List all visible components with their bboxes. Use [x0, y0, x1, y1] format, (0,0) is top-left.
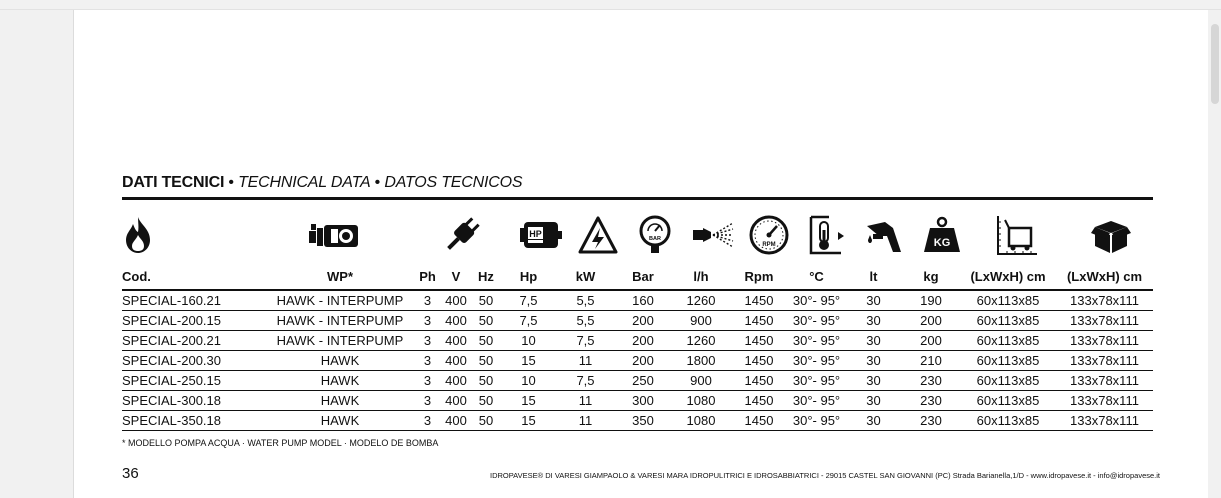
table-cell: 230 — [902, 411, 960, 431]
section-title — [122, 174, 522, 192]
pump-motor-icon — [307, 210, 363, 260]
bar-label: BAR — [649, 236, 661, 242]
table-cell: 60x113x85 — [960, 331, 1056, 351]
table-cell: 30 — [845, 290, 902, 311]
table-cell: 400 — [440, 391, 472, 411]
table-cell: 11 — [557, 391, 614, 411]
table-cell: 200 — [902, 331, 960, 351]
rpm-gauge-icon — [749, 210, 789, 260]
header-flow: l/h — [672, 263, 730, 290]
table-cell: 1080 — [672, 391, 730, 411]
table-cell: 250 — [614, 371, 672, 391]
company-info: IDROPAVESE® DI VARESI GIAMPAOLO & VARESI MARA IDROPULITRICI E IDROSABBIATRICI - 29015 CASTEL SAN GIOVANNI (PC) Strada Barianella,1/D - www.idropavese.it - info@idropavese.it — [489, 471, 1160, 480]
table-cell: 50 — [472, 391, 500, 411]
table-cell: 30°- 95° — [788, 411, 845, 431]
table-cell: 7,5 — [557, 331, 614, 351]
table-body — [122, 290, 1153, 431]
table-cell: 30°- 95° — [788, 331, 845, 351]
table-row — [122, 371, 1153, 391]
rpm-label: RPM — [762, 242, 776, 248]
header-box-dimensions: (LxWxH) cm — [1056, 263, 1153, 290]
thermometer-icon — [808, 210, 848, 260]
table-cell: 5,5 — [557, 290, 614, 311]
box-dimensions-icon — [1091, 210, 1131, 260]
header-temperature: °C — [788, 263, 845, 290]
header-volt: V — [440, 263, 472, 290]
table-cell: HAWK — [265, 351, 415, 371]
table-cell: 400 — [440, 331, 472, 351]
table-cell: SPECIAL-200.21 — [122, 331, 265, 351]
table-cell: 15 — [500, 351, 557, 371]
table-cell: 900 — [672, 311, 730, 331]
table-cell: 3 — [415, 371, 440, 391]
title-italian: DATI TECNICI — [122, 174, 225, 191]
table-cell: 400 — [440, 411, 472, 431]
table-cell: 50 — [472, 411, 500, 431]
table-cell: 50 — [472, 311, 500, 331]
weight-kg-icon — [922, 210, 962, 260]
header-tank: lt — [845, 263, 902, 290]
table-cell: 50 — [472, 371, 500, 391]
icon-row — [0, 210, 1221, 260]
table-cell: SPECIAL-200.30 — [122, 351, 265, 371]
table-cell: 30°- 95° — [788, 290, 845, 311]
scrollbar-thumb[interactable] — [1211, 24, 1219, 104]
table-cell: SPECIAL-350.18 — [122, 411, 265, 431]
header-hertz: Hz — [472, 263, 500, 290]
table-row — [122, 331, 1153, 351]
table-cell: 50 — [472, 290, 500, 311]
table-cell: 3 — [415, 311, 440, 331]
table-cell: 160 — [614, 290, 672, 311]
table-cell: 11 — [557, 351, 614, 371]
table-cell: 30 — [845, 351, 902, 371]
table-row — [122, 411, 1153, 431]
table-cell: 133x78x111 — [1056, 391, 1153, 411]
table-cell: 60x113x85 — [960, 351, 1056, 371]
table-cell: 200 — [614, 331, 672, 351]
table-cell: 210 — [902, 351, 960, 371]
table-cell: 5,5 — [557, 311, 614, 331]
table-cell: 30°- 95° — [788, 391, 845, 411]
header-code: Cod. — [122, 263, 265, 290]
table-cell: 1260 — [672, 290, 730, 311]
table-cell: SPECIAL-160.21 — [122, 290, 265, 311]
table-cell: 1260 — [672, 331, 730, 351]
header-hp: Hp — [500, 263, 557, 290]
table-cell: HAWK - INTERPUMP — [265, 290, 415, 311]
table-cell: 3 — [415, 411, 440, 431]
table-cell: 133x78x111 — [1056, 371, 1153, 391]
table-cell: 1450 — [730, 311, 788, 331]
table-cell: SPECIAL-250.15 — [122, 371, 265, 391]
table-cell: 1450 — [730, 351, 788, 371]
table-cell: 230 — [902, 391, 960, 411]
hp-label: HP — [529, 229, 542, 239]
table-cell: 60x113x85 — [960, 371, 1056, 391]
table-cell: 200 — [614, 311, 672, 331]
machine-dimensions-icon — [995, 210, 1039, 260]
table-cell: 1450 — [730, 371, 788, 391]
header-phase: Ph — [415, 263, 440, 290]
title-separator: • — [370, 174, 385, 191]
table-cell: 30 — [845, 411, 902, 431]
table-cell: 300 — [614, 391, 672, 411]
table-cell: 133x78x111 — [1056, 311, 1153, 331]
table-cell: 15 — [500, 411, 557, 431]
header-kw: kW — [557, 263, 614, 290]
table-cell: SPECIAL-200.15 — [122, 311, 265, 331]
high-voltage-icon — [578, 210, 618, 260]
table-cell: 60x113x85 — [960, 411, 1056, 431]
table-cell: 7,5 — [557, 371, 614, 391]
table-cell: 1450 — [730, 331, 788, 351]
table-cell: 230 — [902, 371, 960, 391]
technical-data-table — [122, 263, 1153, 431]
spray-nozzle-icon — [691, 210, 735, 260]
table-cell: 133x78x111 — [1056, 411, 1153, 431]
page-number: 36 — [122, 465, 139, 482]
table-cell: 1450 — [730, 391, 788, 411]
table-cell: 60x113x85 — [960, 311, 1056, 331]
plug-icon — [442, 210, 482, 260]
table-cell: 11 — [557, 411, 614, 431]
table-cell: 30°- 95° — [788, 311, 845, 331]
motor-hp-icon — [519, 210, 563, 260]
table-cell: 60x113x85 — [960, 290, 1056, 311]
table-cell: HAWK — [265, 411, 415, 431]
table-cell: 30°- 95° — [788, 351, 845, 371]
table-cell: 30 — [845, 371, 902, 391]
table-cell: 1800 — [672, 351, 730, 371]
table-cell: 3 — [415, 351, 440, 371]
table-cell: 133x78x111 — [1056, 351, 1153, 371]
table-cell: 15 — [500, 391, 557, 411]
table-cell: 1450 — [730, 290, 788, 311]
table-cell: 30 — [845, 311, 902, 331]
table-cell: HAWK - INTERPUMP — [265, 331, 415, 351]
table-cell: HAWK — [265, 371, 415, 391]
table-cell: 30°- 95° — [788, 371, 845, 391]
table-row — [122, 311, 1153, 331]
header-wp: WP* — [265, 263, 415, 290]
table-cell: 50 — [472, 331, 500, 351]
table-cell: 133x78x111 — [1056, 331, 1153, 351]
table-cell: 200 — [614, 351, 672, 371]
table-cell: 3 — [415, 290, 440, 311]
table-cell: 400 — [440, 311, 472, 331]
footnote: * MODELLO POMPA ACQUA · WATER PUMP MODEL · MODELO DE BOMBA — [122, 438, 439, 448]
table-cell: 10 — [500, 371, 557, 391]
title-separator: • — [224, 174, 239, 191]
table-cell: 400 — [440, 371, 472, 391]
table-cell: 10 — [500, 331, 557, 351]
table-cell: 350 — [614, 411, 672, 431]
title-rule — [122, 197, 1153, 200]
fuel-nozzle-icon — [863, 210, 907, 260]
table-cell: 1080 — [672, 411, 730, 431]
table-cell: 60x113x85 — [960, 391, 1056, 411]
table-cell: SPECIAL-300.18 — [122, 391, 265, 411]
table-cell: 50 — [472, 351, 500, 371]
table-cell: 30 — [845, 391, 902, 411]
table-row — [122, 391, 1153, 411]
table-cell: 133x78x111 — [1056, 290, 1153, 311]
table-row — [122, 351, 1153, 371]
table-cell: 7,5 — [500, 290, 557, 311]
header-machine-dimensions: (LxWxH) cm — [960, 263, 1056, 290]
table-cell: 30 — [845, 331, 902, 351]
table-cell: 7,5 — [500, 311, 557, 331]
header-bar: Bar — [614, 263, 672, 290]
table-row — [122, 290, 1153, 311]
table-cell: HAWK - INTERPUMP — [265, 311, 415, 331]
kg-label: KG — [933, 237, 951, 249]
table-cell: 3 — [415, 391, 440, 411]
flame-icon — [123, 210, 153, 260]
title-spanish: DATOS TECNICOS — [384, 174, 523, 191]
pressure-gauge-icon — [638, 210, 672, 260]
table-cell: 1450 — [730, 411, 788, 431]
table-cell: 190 — [902, 290, 960, 311]
header-rpm: Rpm — [730, 263, 788, 290]
header-weight: kg — [902, 263, 960, 290]
table-cell: 3 — [415, 331, 440, 351]
table-cell: 400 — [440, 290, 472, 311]
table-cell: 200 — [902, 311, 960, 331]
title-english: TECHNICAL DATA — [238, 174, 371, 191]
table-cell: HAWK — [265, 391, 415, 411]
table-cell: 900 — [672, 371, 730, 391]
table-cell: 400 — [440, 351, 472, 371]
table-header-row — [122, 263, 1153, 290]
